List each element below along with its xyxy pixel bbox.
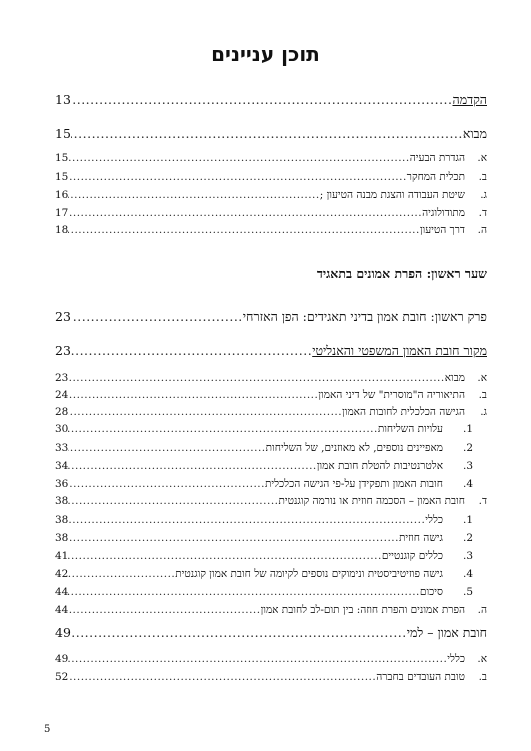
toc-leader: [68, 651, 447, 667]
toc-entry-label: 4.: [462, 478, 473, 490]
toc-page-number: 49: [55, 625, 71, 640]
toc-entry-text: מאפיינים נוספים, לא מאוזנים, של השליחות: [265, 442, 443, 454]
toc-entry[interactable]: [55, 387, 487, 403]
toc-entry-text: מבוא: [444, 372, 465, 384]
toc-entry-label: 1.: [462, 514, 473, 526]
toc-entry[interactable]: [55, 566, 487, 582]
toc-entry-chapter-one[interactable]: [55, 309, 487, 325]
toc-entry-label: 4.: [462, 568, 473, 580]
toc-leader: [68, 169, 406, 185]
toc-leader: [68, 187, 319, 203]
toc-entry-text: כללי: [425, 514, 443, 526]
toc-entry[interactable]: [55, 493, 487, 509]
toc-leader: [68, 566, 175, 582]
toc-page-number: 36: [55, 478, 69, 490]
toc-entry-label: 1.: [462, 423, 473, 435]
toc-leader: [71, 343, 312, 359]
toc-page-number: 42: [55, 568, 69, 580]
toc-entry[interactable]: [55, 458, 487, 474]
toc-entry[interactable]: [55, 370, 487, 386]
toc-page-number: 15: [55, 171, 69, 183]
toc-entry-label: 5.: [462, 586, 473, 598]
toc-leader: [68, 205, 422, 221]
toc-entry[interactable]: [55, 150, 487, 166]
toc-page-number: 30: [55, 423, 69, 435]
toc-page-number: 24: [55, 389, 69, 401]
toc-entry[interactable]: [55, 222, 487, 238]
toc-entry-subchapter[interactable]: [55, 625, 487, 641]
toc-entry-label: א.: [477, 372, 487, 384]
toc-page-number: 44: [55, 586, 69, 598]
toc-page-number: 17: [55, 207, 69, 219]
toc-entry-text: מקור חובת האמון המשפטי והאנליטי: [312, 343, 487, 358]
toc-entry-label: ד.: [478, 207, 487, 219]
toc-entry-text: חובת אמון – למי: [406, 625, 487, 640]
toc-leader: [68, 370, 444, 386]
toc-leader: [68, 150, 409, 166]
toc-entry-text: הקדמה: [452, 92, 487, 107]
toc-entry-label: ד.: [478, 495, 487, 507]
toc-entry[interactable]: [55, 548, 487, 564]
toc-entry-text: חובות האמון ותפקידן על-פי הגישה הכלכלית: [264, 478, 443, 490]
toc-entry[interactable]: [55, 584, 487, 600]
toc-leader: [68, 458, 316, 474]
toc-page-number: 38: [55, 495, 69, 507]
section-heading: שער ראשון: הפרת אמונים בתאגיד: [316, 266, 487, 281]
toc-entry-text: גישה פוזיטיביסטית ונימוקים נוספים לקיומה של חובת אמון קוגנטית: [175, 568, 443, 580]
toc-entry-preface[interactable]: [55, 126, 487, 142]
toc-page-number: 49: [55, 653, 69, 665]
toc-leader: [71, 126, 463, 142]
toc-leader: [68, 404, 342, 420]
toc-entry[interactable]: [55, 169, 487, 185]
toc-page-number: 15: [55, 126, 71, 141]
page-number: 5: [44, 724, 51, 735]
toc-entry-text: תכלית המחקר: [406, 171, 465, 183]
toc-entry-label: 3.: [462, 550, 473, 562]
toc-entry-text: גישה חוזית: [398, 532, 443, 544]
toc-leader: [71, 309, 243, 325]
toc-page-number: 52: [55, 671, 69, 683]
toc-leader: [68, 669, 376, 685]
toc-leader: [68, 387, 318, 403]
toc-entry[interactable]: [55, 512, 487, 528]
toc-entry-label: ה.: [477, 604, 487, 616]
toc-entry[interactable]: [55, 651, 487, 667]
toc-page-number: 38: [55, 532, 69, 544]
toc-entry-text: אלטרנטיבות להטלת חובת אמון: [316, 460, 443, 472]
toc-leader: [68, 512, 425, 528]
toc-entry-text: מבוא: [462, 126, 487, 141]
toc-entry[interactable]: [55, 421, 487, 437]
toc-entry[interactable]: [55, 187, 487, 203]
toc-entry-text: מתודולוגיה: [422, 207, 465, 219]
toc-page-number: 23: [55, 309, 71, 324]
toc-entry[interactable]: [55, 530, 487, 546]
toc-page-number: 16: [55, 189, 69, 201]
toc-entry-text: הגישה הכלכלית לחובות האמון: [342, 406, 465, 418]
page-title: תוכן עניינים: [211, 42, 320, 66]
toc-entry-text: כללים קוגנטיים: [381, 550, 443, 562]
toc-entry-introduction[interactable]: [55, 92, 487, 108]
toc-entry-text: הפרת אמונים והפרת חוזה: בין תום-לב לחובת אמון: [260, 604, 465, 616]
toc-page-number: 44: [55, 604, 69, 616]
toc-leader: [68, 530, 399, 546]
toc-page-number: 15: [55, 152, 69, 164]
toc-entry-label: ב.: [478, 671, 487, 683]
toc-entry-text: חובת האמון – הסכמה חוזית או נורמה קוגנטית: [278, 495, 465, 507]
toc-entry-text: עלויות השליחות: [377, 423, 443, 435]
toc-entry[interactable]: [55, 404, 487, 420]
toc-page-number: 13: [55, 92, 71, 107]
toc-page-number: 18: [55, 224, 69, 236]
toc-entry-label: 3.: [462, 460, 473, 472]
toc-entry-text: הגדרת הבעיה: [409, 152, 465, 164]
toc-page-number: 28: [55, 406, 69, 418]
toc-entry-text: התיאוריה ה"מוסרית" של דיני האמון: [318, 389, 465, 401]
toc-entry-label: 2.: [462, 442, 473, 454]
toc-entry[interactable]: [55, 205, 487, 221]
toc-leader: [71, 92, 453, 108]
toc-entry-label: ג.: [480, 406, 487, 418]
toc-leader: [68, 421, 377, 437]
toc-entry-text: דרך הטיעון: [419, 224, 465, 236]
toc-entry[interactable]: [55, 602, 487, 618]
toc-entry-label: א.: [477, 653, 487, 665]
toc-entry-label: 2.: [462, 532, 473, 544]
toc-page-number: 38: [55, 514, 69, 526]
toc-entry-text: טובת העובדים בחברה: [376, 671, 465, 683]
toc-leader: [68, 548, 381, 564]
toc-entry-label: א.: [477, 152, 487, 164]
toc-leader: [68, 222, 419, 238]
toc-entry-label: ה.: [477, 224, 487, 236]
toc-leader: [68, 602, 260, 618]
toc-entry-text: כללי: [447, 653, 465, 665]
toc-entry-label: ג.: [480, 189, 487, 201]
toc-entry-label: ב.: [478, 389, 487, 401]
toc-leader: [68, 440, 265, 456]
toc-leader: [71, 625, 407, 641]
toc-entry-text: סיכום: [419, 586, 443, 598]
toc-leader: [68, 584, 420, 600]
toc-page-number: 33: [55, 442, 69, 454]
toc-page-number: 23: [55, 372, 69, 384]
toc-entry[interactable]: [55, 476, 487, 492]
toc-entry-label: ב.: [478, 171, 487, 183]
toc-leader: [68, 476, 265, 492]
toc-page-number: 41: [55, 550, 69, 562]
toc-entry-subchapter[interactable]: [55, 343, 487, 359]
toc-leader: [68, 493, 278, 509]
toc-entry[interactable]: [55, 440, 487, 456]
toc-entry[interactable]: [55, 669, 487, 685]
toc-entry-text: פרק ראשון: חובת אמון בדיני תאגידים: הפן האזרחי: [242, 309, 487, 324]
toc-entry-text: שיטת העבודה והצגת מבנה הטיעון ;: [319, 189, 465, 201]
toc-page-number: 34: [55, 460, 69, 472]
toc-page-number: 23: [55, 343, 71, 358]
